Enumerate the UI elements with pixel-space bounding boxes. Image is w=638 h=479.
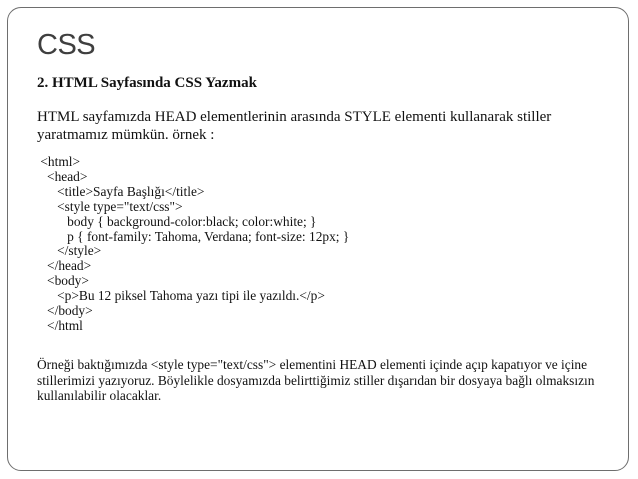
code-line: </style> (37, 243, 102, 259)
code-line: </body> (37, 303, 93, 319)
code-line: <style type="text/css"> (37, 198, 183, 214)
code-line: <title>Sayfa Başlığı</title> (37, 183, 205, 199)
code-line: p { font-family: Tahoma, Verdana; font-size: 12px; } (37, 228, 350, 244)
code-line: </head> (37, 258, 92, 274)
code-line: body { background-color:black; color:white; } (37, 213, 317, 229)
slide-title: CSS (37, 29, 96, 61)
code-example (37, 155, 349, 334)
code-line: <body> (37, 273, 89, 289)
code-line: <p>Bu 12 piksel Tahoma yazı tipi ile yazıldı.</p> (37, 288, 325, 304)
code-line: <html> (37, 154, 81, 169)
code-line: </html (37, 317, 83, 333)
intro-paragraph: HTML sayfamızda HEAD elementlerinin arasında STYLE elementi kullanarak stiller yaratmamız mümkün. örnek : (37, 109, 552, 143)
section-heading: 2. HTML Sayfasında CSS Yazmak (37, 75, 257, 91)
explanation-paragraph: Örneği baktığımızda <style type="text/css"> elementini HEAD elementi içinde açıp kapatıyor ve içine stillerimizi yazıyoruz. Böylelikle dosyamızda belirttiğimiz stiller dışarıdan bir dosyaya bağlı olmaksızın kullanılabilir olacaklar. (37, 357, 595, 403)
code-line: <head> (37, 168, 88, 184)
